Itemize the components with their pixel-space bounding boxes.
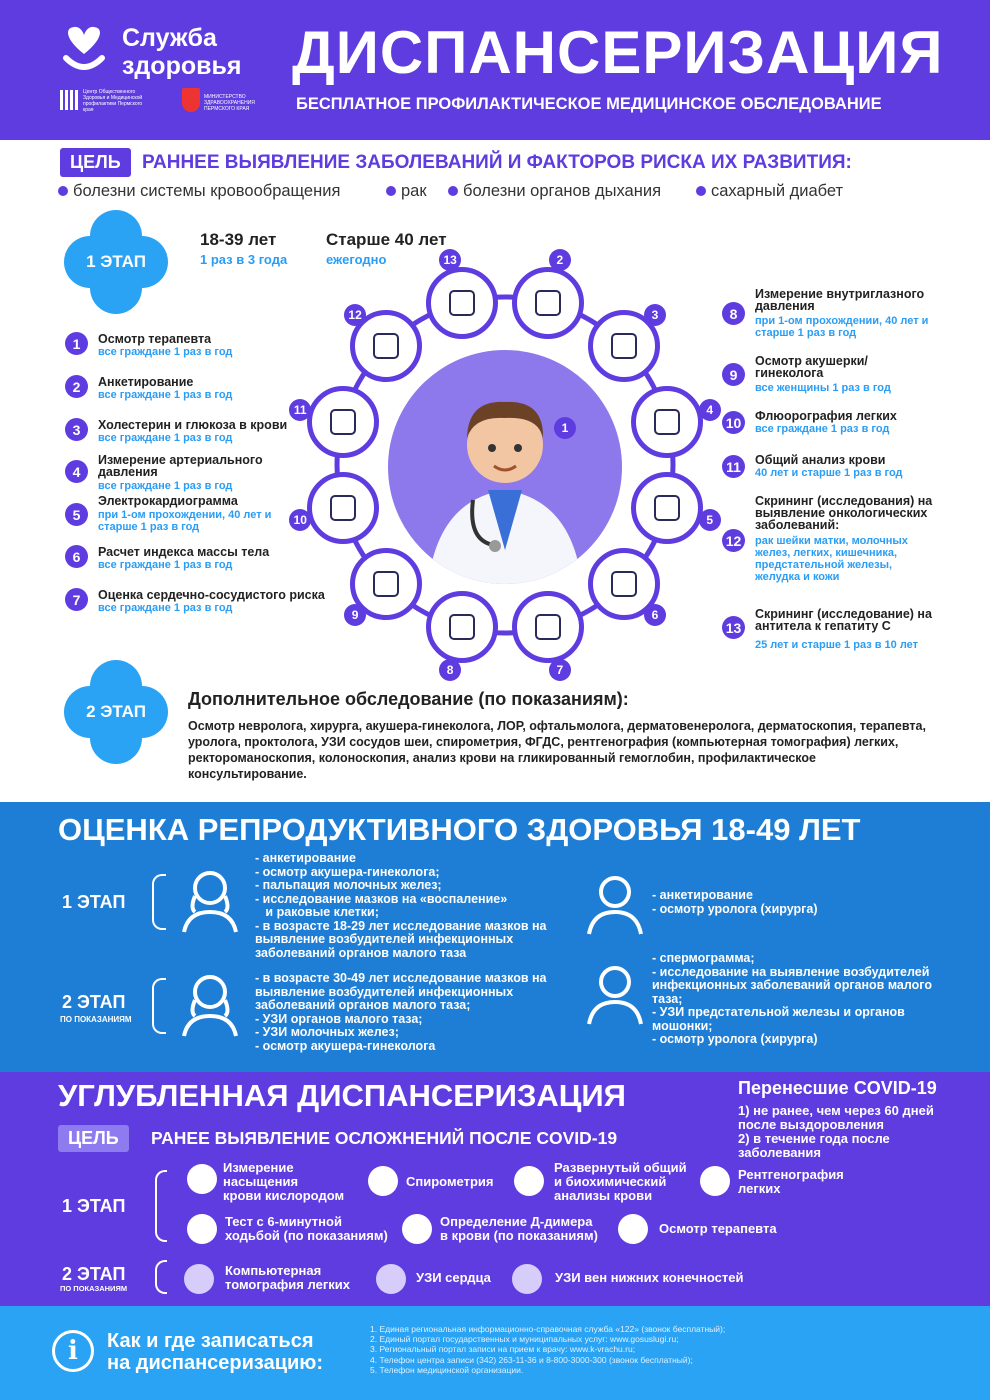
deep-item: Определение Д-димера в крови (по показаниям) <box>440 1214 598 1243</box>
deep-section <box>0 1072 990 1306</box>
deep-goal-text: РАНЕЕ ВЫЯВЛЕНИЕ ОСЛОЖНЕНИЙ ПОСЛЕ COVID-19 <box>151 1128 618 1148</box>
ct-scan-icon <box>184 1264 214 1294</box>
org2-name: МИНИСТЕРСТВО ЗДРАВООХРАНЕНИЯ ПЕРМСКОГО КРАЯ <box>204 94 255 112</box>
stage1-badge: 1 ЭТАП <box>64 210 168 314</box>
ring-badge-center: 1 <box>554 417 576 439</box>
deep-stage1: 1 ЭТАП <box>62 1196 126 1216</box>
brand-name-2: здоровья <box>122 52 242 80</box>
man-icon <box>585 964 645 1026</box>
brace <box>155 1260 167 1294</box>
therapist-icon <box>618 1214 648 1244</box>
reproductive-section <box>0 802 990 1072</box>
brace <box>152 874 166 930</box>
ring-badge: 7 <box>549 659 571 681</box>
ring-badge: 8 <box>439 659 461 681</box>
disease-item: болезни органов дыхания <box>448 182 661 201</box>
repro-stage2-sub: ПО ПОКАЗАНИЯМ <box>60 1015 132 1024</box>
deep-item: УЗИ вен нижних конечностей <box>555 1270 744 1285</box>
stage2-text: Осмотр невролога, хирурга, акушера-гинеколога, ЛОР, офтальмолога, дерматовенеролога, дерматоскопия, терапевта, уролога, проктолога, УЗИ сосудов шеи, спирометрия, ФГДС, рентгенография (компьютерная томография) легких, ректороманоскопия, колоноскопия, анализ крови на гликированный гемоглобин, профилактическое консультирование. <box>188 719 926 781</box>
goal-text: РАННЕЕ ВЫЯВЛЕНИЕ ЗАБОЛЕВАНИЙ И ФАКТОРОВ РИСКА ИХ РАЗВИТИЯ: <box>142 152 852 173</box>
page-subtitle: БЕСПЛАТНОЕ ПРОФИЛАКТИЧЕСКОЕ МЕДИЦИНСКОЕ ОБСЛЕДОВАНИЕ <box>296 95 882 113</box>
age-group-2-frequency: ежегодно <box>326 252 387 267</box>
man-icon <box>585 874 645 936</box>
deep-item: Измерение насыщения крови кислородом <box>223 1160 345 1203</box>
deep-item: Тест с 6-минутной ходьбой (по показаниям) <box>225 1214 388 1243</box>
heart-ultrasound-icon <box>376 1264 406 1294</box>
age-group-1: 18-39 лет <box>200 230 277 249</box>
goal-tag: ЦЕЛЬ <box>60 148 131 177</box>
woman-icon <box>180 972 240 1038</box>
heart-test-icon <box>187 1214 217 1244</box>
repro-stage1: 1 ЭТАП <box>62 892 126 912</box>
deep-item: Рентгенография легких <box>738 1167 844 1196</box>
covid-title: Перенесшие COVID-19 <box>738 1078 937 1098</box>
disease-item: болезни системы кровообращения <box>58 182 340 201</box>
ring-badge: 2 <box>549 249 571 271</box>
deep-title: УГЛУБЛЕННАЯ ДИСПАНСЕРИЗАЦИЯ <box>58 1078 626 1113</box>
disease-item: сахарный диабет <box>696 182 843 201</box>
deep-item: Развернутый общий и биохимический анализы крови <box>554 1160 687 1203</box>
leg-veins-icon <box>512 1264 542 1294</box>
coat-of-arms-icon <box>182 88 200 112</box>
ring-badge: 13 <box>439 249 461 271</box>
ring-badge: 4 <box>699 399 721 421</box>
org1-logo-icon <box>60 90 80 110</box>
clipboard-icon <box>512 267 584 339</box>
page-title: ДИСПАНСЕРИЗАЦИЯ <box>292 19 944 86</box>
oximeter-icon <box>187 1164 217 1194</box>
ring-badge: 11 <box>289 399 311 421</box>
deep-item: Осмотр терапевта <box>659 1221 777 1236</box>
info-icon: i <box>52 1330 94 1372</box>
deep-goal-tag: ЦЕЛЬ <box>58 1125 129 1152</box>
deep-item: УЗИ сердца <box>416 1270 491 1285</box>
brand-name: Служба <box>122 24 217 52</box>
men-stage1-list: - анкетирование - осмотр уролога (хирурга) <box>652 888 818 916</box>
blood-tubes-icon <box>307 386 379 458</box>
ring-badge: 9 <box>344 604 366 626</box>
age-group-2: Старше 40 лет <box>326 230 447 249</box>
lungs-xray-icon <box>700 1166 730 1196</box>
repro-title: ОЦЕНКА РЕПРОДУКТИВНОГО ЗДОРОВЬЯ 18-49 ЛЕТ <box>58 812 861 847</box>
deep-stage2: 2 ЭТАП <box>62 1264 126 1284</box>
stage2-title: Дополнительное обследование (по показаниям): <box>188 689 629 709</box>
covid-conditions: 1) не ранее, чем через 60 дней после выздоровления 2) в течение года после заболевания <box>738 1103 934 1160</box>
footer-contacts: 1. Единая региональная информационно-справочная служба «122» (звонок бесплатный); 2. Единый портал государственных и муниципальных услуг: www.gosuslugi.ru; 3. Региональный портал записи на прием к врачу: www.k-vrachu.ru; 4. Телефон центра записи (342) 263-11-36 и 8-800-3000-300 (звонок бесплатный); 5. Телефон медицинской организации. <box>370 1324 726 1375</box>
flask-icon <box>402 1214 432 1244</box>
footer-title-2: на диспансеризацию: <box>107 1352 324 1374</box>
heart-logo-icon <box>60 24 108 74</box>
blood-analysis-icon <box>514 1166 544 1196</box>
brace <box>155 1170 167 1242</box>
ring-badge: 6 <box>644 604 666 626</box>
stage2-badge: 2 ЭТАП <box>64 660 168 764</box>
repro-stage2: 2 ЭТАП <box>62 992 126 1012</box>
ring-badge: 5 <box>699 509 721 531</box>
women-stage1-list: - анкетирование - осмотр акушера-гинеколога; - пальпация молочных желез; - исследование мазков на «воспаление» и раковые клетки; - в возрасте 18-29 лет исследование мазков на выявление возбудителей инфекционных заболеваний органов малого таза <box>255 851 547 960</box>
disease-item: рак <box>386 182 427 201</box>
lungs-icon <box>307 472 379 544</box>
ring-badge: 12 <box>344 304 366 326</box>
heart-stethoscope-icon <box>631 386 703 458</box>
eye-icon <box>426 591 498 663</box>
deep-stage2-sub: ПО ПОКАЗАНИЯМ <box>60 1284 128 1293</box>
men-stage2-list: - спермограмма; - исследование на выявление возбудителей инфекционных заболеваний органов малого таза; - УЗИ предстательной железы и органов мошонки; - осмотр уролога (хирурга) <box>652 951 932 1046</box>
footer-title: Как и где записаться <box>107 1330 314 1352</box>
woman-icon <box>180 868 240 934</box>
deep-item: Компьютерная томография легких <box>225 1263 350 1292</box>
deep-item: Спирометрия <box>406 1174 494 1189</box>
exam-ring <box>293 253 714 677</box>
doctor-icon <box>388 350 622 584</box>
header <box>0 0 990 140</box>
liver-icon <box>426 267 498 339</box>
women-stage2-list: - в возрасте 30-49 лет исследование мазков на выявление возбудителей инфекционных заболеваний органов малого таза; - УЗИ органов малого таза; - УЗИ молочных желез; - осмотр акушера-гинеколога <box>255 971 547 1053</box>
ring-badge: 3 <box>644 304 666 326</box>
brace <box>152 978 166 1034</box>
org1-name: Центр Общественного Здоровья и Медицинской профилактики Пермского края <box>83 89 143 113</box>
doctor-illustration <box>388 350 622 584</box>
ring-badge: 10 <box>289 509 311 531</box>
age-group-1-frequency: 1 раз в 3 года <box>200 252 288 267</box>
footer <box>0 1306 990 1400</box>
spirometer-icon <box>368 1166 398 1196</box>
